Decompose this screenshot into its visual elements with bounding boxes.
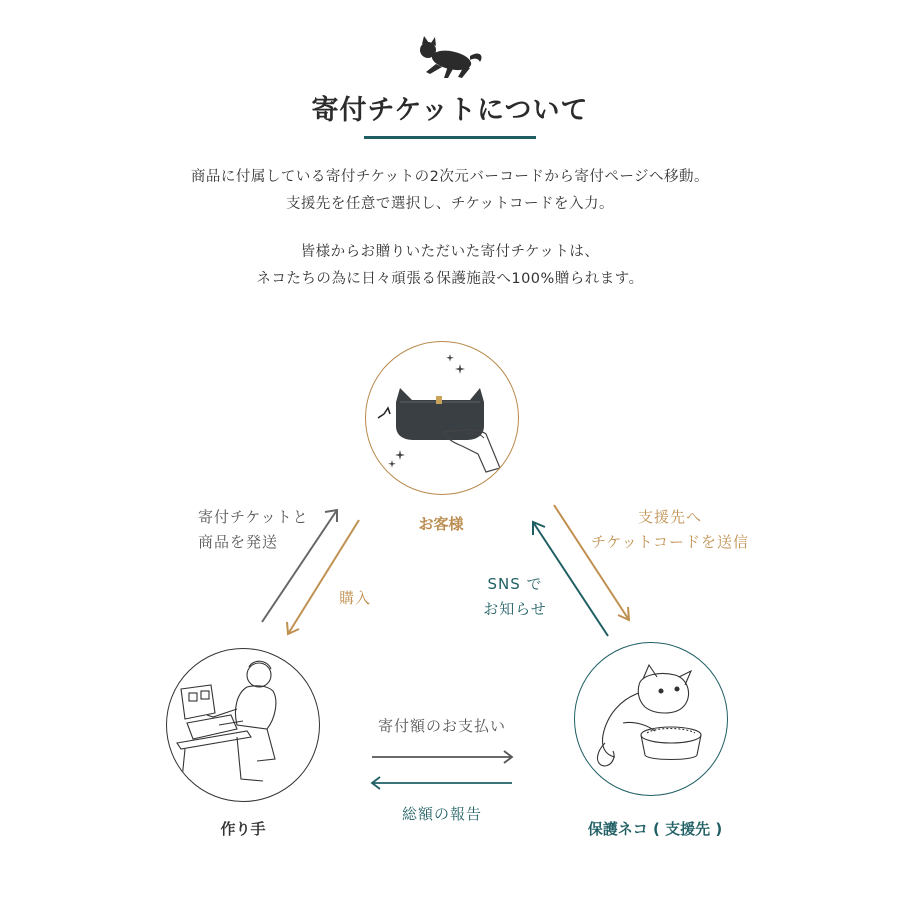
intro-line-1: 商品に付属している寄付チケットの2次元バーコードから寄付ページへ移動。 <box>190 169 710 185</box>
flow-label-line: 購入 <box>339 589 372 607</box>
flow-label-line: お知らせ <box>483 600 547 618</box>
arrow-maker-to-shelter <box>372 751 512 763</box>
shelter-circle <box>574 642 728 796</box>
intro-line-3: 皆様からお贈りいただいた寄付チケットは、 <box>300 244 600 260</box>
flow-label-line: チケットコードを送信 <box>590 533 750 551</box>
maker-circle <box>166 648 320 802</box>
flow-label-line: 寄付額のお支払い <box>377 717 506 735</box>
maker-label: 作り手 <box>220 820 266 838</box>
arrow-shelter-to-maker <box>372 777 512 789</box>
flow-label-shelter-to-maker <box>342 802 542 827</box>
person-sewing-illustration <box>167 649 319 801</box>
flow-label-customer-to-maker <box>339 586 371 611</box>
customer-circle <box>365 341 519 495</box>
page-title: 寄付チケットについて <box>311 95 589 126</box>
cat-pouch-illustration <box>366 342 518 494</box>
intro-line-2: 支援先を任意で選択し、チケットコードを入力。 <box>285 196 615 212</box>
flow-label-line: 総額の報告 <box>401 805 482 823</box>
shelter-label: 保護ネコ ( 支援先 ) <box>587 820 723 838</box>
intro-line-4: ネコたちの為に日々頑張る保護施設へ100%贈られます。 <box>256 271 644 287</box>
flow-label-maker-to-customer <box>198 505 309 555</box>
flow-label-maker-to-shelter <box>342 714 542 739</box>
title-underline <box>364 136 536 139</box>
cat-eating-illustration <box>575 643 727 795</box>
customer-label: お客様 <box>418 515 464 533</box>
flow-label-customer-to-shelter <box>560 505 780 555</box>
flow-label-line: 支援先へ <box>637 508 702 526</box>
flow-label-line: SNS で <box>487 575 543 593</box>
flow-label-line: 寄付チケットと <box>198 508 309 526</box>
flow-label-shelter-to-customer <box>460 572 570 622</box>
flow-label-line: 商品を発送 <box>198 533 279 551</box>
